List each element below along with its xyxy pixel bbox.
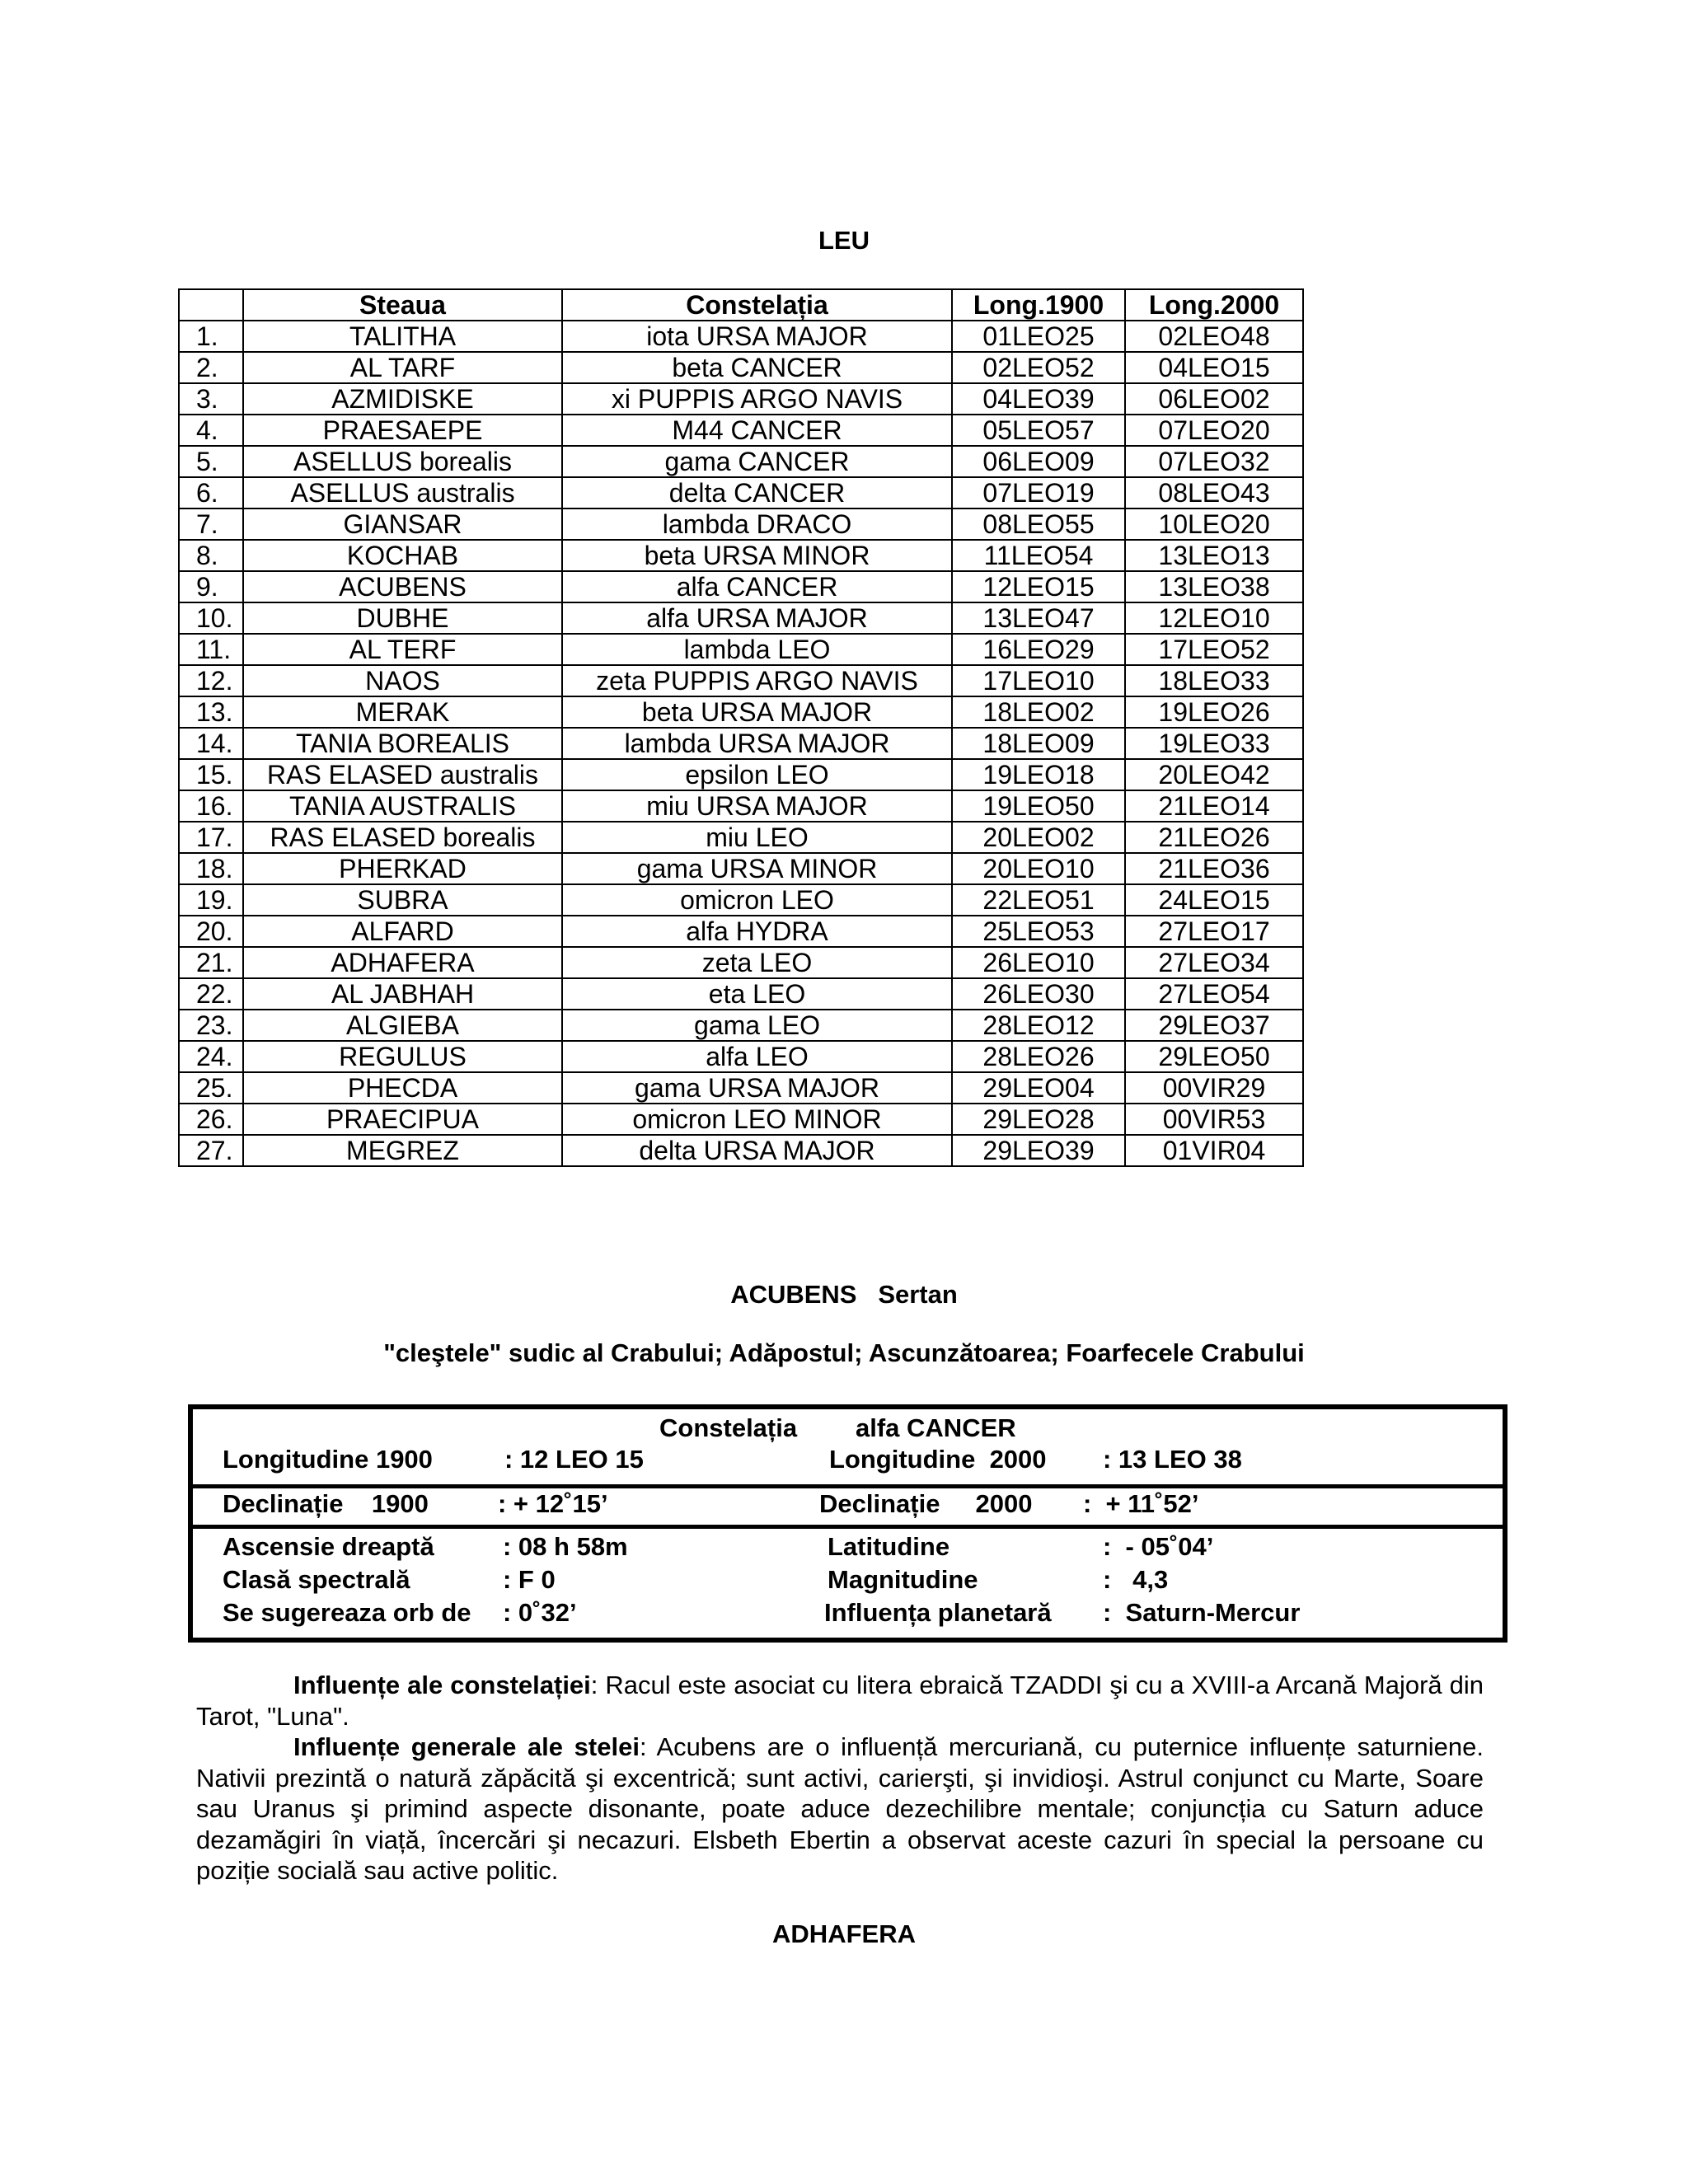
longitude-1900: 18LEO09: [952, 728, 1125, 759]
longitude-1900: 17LEO10: [952, 665, 1125, 696]
star-name: RAS ELASED borealis: [243, 822, 562, 853]
row-number: 10.: [179, 602, 243, 634]
longitude-1900: 01LEO25: [952, 321, 1125, 352]
constellation: zeta LEO: [562, 947, 952, 978]
longitude-2000: 04LEO15: [1125, 352, 1303, 383]
longitude-2000: 00VIR53: [1125, 1104, 1303, 1135]
longitude-1900: 08LEO55: [952, 509, 1125, 540]
planetary-influence-value: : Saturn-Mercur: [1103, 1598, 1301, 1627]
row-number: 4.: [179, 415, 243, 446]
longitude-1900: 11LEO54: [952, 540, 1125, 571]
table-row: [179, 728, 1303, 759]
constellation: omicron LEO MINOR: [562, 1104, 952, 1135]
star-name: DUBHE: [243, 602, 562, 634]
longitude-1900: 16LEO29: [952, 634, 1125, 665]
row-number: 8.: [179, 540, 243, 571]
longitude-1900: 28LEO12: [952, 1010, 1125, 1041]
longitude-1900: 12LEO15: [952, 571, 1125, 602]
table-row: [179, 540, 1303, 571]
constellation: lambda LEO: [562, 634, 952, 665]
constellation: iota URSA MAJOR: [562, 321, 952, 352]
declination-2000-label: Declinație 2000: [819, 1489, 1033, 1518]
declination-1900-label: Declinație 1900: [223, 1489, 429, 1518]
latitude-label: Latitudine: [828, 1532, 950, 1561]
longitude-1900: 25LEO53: [952, 916, 1125, 947]
right-ascension-value: : 08 h 58m: [503, 1532, 628, 1561]
longitude-1900-label: Longitudine 1900: [223, 1445, 433, 1474]
star-name: MERAK: [243, 696, 562, 728]
constellation: zeta PUPPIS ARGO NAVIS: [562, 665, 952, 696]
planetary-influence-label: Influența planetară: [824, 1598, 1052, 1627]
table-row: [179, 415, 1303, 446]
star-name: SUBRA: [243, 884, 562, 916]
longitude-1900: 18LEO02: [952, 696, 1125, 728]
orb-label: Se sugereaza orb de: [223, 1598, 471, 1627]
longitude-2000: 06LEO02: [1125, 383, 1303, 415]
row-number: 16.: [179, 790, 243, 822]
longitude-2000: 29LEO37: [1125, 1010, 1303, 1041]
right-ascension-label: Ascensie dreaptă: [223, 1532, 434, 1561]
row-number: 5.: [179, 446, 243, 477]
table-row: [179, 696, 1303, 728]
longitude-2000: 13LEO13: [1125, 540, 1303, 571]
star-name: PRAESAEPE: [243, 415, 562, 446]
constellation: delta CANCER: [562, 477, 952, 509]
star-name: KOCHAB: [243, 540, 562, 571]
longitude-2000: 01VIR04: [1125, 1135, 1303, 1166]
longitude-2000-value: : 13 LEO 38: [1103, 1445, 1242, 1474]
header-number: [179, 289, 243, 321]
longitude-2000: 27LEO34: [1125, 947, 1303, 978]
next-star-title: ADHAFERA: [772, 1919, 916, 1948]
table-row: [179, 853, 1303, 884]
constellation: alfa CANCER: [562, 571, 952, 602]
row-number: 15.: [179, 759, 243, 790]
info-divider: [193, 1525, 1503, 1529]
star-influence-text: : Acubens are o influență mercuriană, cu puternice influențe saturniene. Nativii prezintă o natură zăpăcită şi excentrică; sunt activi, carierşti, şi invidioşi. Astrul conjunct cu Marte, Soare sau Uranus şi primind aspecte disonante, poate aduce dezechilibre mentale; conjuncția cu Saturn aduce dezamăgiri în viață, încercări şi necazuri. Elsbeth Ebertin a observat aceste cazuri în special la persoane cu poziție socială sau active politic.: [196, 1732, 1484, 1885]
longitude-2000: 19LEO26: [1125, 696, 1303, 728]
constellation: miu LEO: [562, 822, 952, 853]
table-row: [179, 1010, 1303, 1041]
longitude-2000: 18LEO33: [1125, 665, 1303, 696]
orb-value: : 0˚32ʼ: [503, 1598, 577, 1627]
info-divider: [193, 1484, 1503, 1488]
row-number: 1.: [179, 321, 243, 352]
constellation: lambda URSA MAJOR: [562, 728, 952, 759]
constellation: gama URSA MAJOR: [562, 1072, 952, 1104]
longitude-2000: 12LEO10: [1125, 602, 1303, 634]
star-name: ADHAFERA: [243, 947, 562, 978]
row-number: 3.: [179, 383, 243, 415]
longitude-1900: 26LEO10: [952, 947, 1125, 978]
longitude-2000: 27LEO17: [1125, 916, 1303, 947]
constellation: omicron LEO: [562, 884, 952, 916]
constellation-label: Constelația: [659, 1413, 798, 1442]
constellation: alfa LEO: [562, 1041, 952, 1072]
row-number: 20.: [179, 916, 243, 947]
magnitude-label: Magnitudine: [828, 1565, 978, 1594]
longitude-2000: 02LEO48: [1125, 321, 1303, 352]
row-number: 27.: [179, 1135, 243, 1166]
constellation: beta URSA MINOR: [562, 540, 952, 571]
star-influence-heading: Influențe generale ale stelei: [293, 1732, 640, 1761]
table-row: [179, 634, 1303, 665]
constellation: beta URSA MAJOR: [562, 696, 952, 728]
longitude-2000: 07LEO20: [1125, 415, 1303, 446]
row-number: 12.: [179, 665, 243, 696]
row-number: 11.: [179, 634, 243, 665]
longitude-1900: 29LEO39: [952, 1135, 1125, 1166]
star-name: AL TERF: [243, 634, 562, 665]
table-row: [179, 1104, 1303, 1135]
longitude-1900-value: : 12 LEO 15: [504, 1445, 644, 1474]
longitude-1900: 06LEO09: [952, 446, 1125, 477]
row-number: 13.: [179, 696, 243, 728]
row-number: 2.: [179, 352, 243, 383]
star-name: PHECDA: [243, 1072, 562, 1104]
table-row: [179, 383, 1303, 415]
star-name: PRAECIPUA: [243, 1104, 562, 1135]
row-number: 24.: [179, 1041, 243, 1072]
constellation-influence-text: : Racul este asociat cu litera ebraică TZADDI şi cu a XVIII-a Arcană Majoră din Tarot, "Luna".: [196, 1671, 1484, 1731]
table-row: [179, 665, 1303, 696]
longitude-2000: 21LEO26: [1125, 822, 1303, 853]
constellation: gama URSA MINOR: [562, 853, 952, 884]
table-row: [179, 509, 1303, 540]
star-name: TANIA AUSTRALIS: [243, 790, 562, 822]
row-number: 9.: [179, 571, 243, 602]
table-row: [179, 571, 1303, 602]
star-name: ALFARD: [243, 916, 562, 947]
longitude-2000-label: Longitudine 2000: [829, 1445, 1047, 1474]
spectral-class-label: Clasă spectrală: [223, 1565, 410, 1594]
header-long-1900: Long.1900: [952, 289, 1125, 321]
table-row: [179, 1041, 1303, 1072]
table-row: [179, 916, 1303, 947]
longitude-1900: 07LEO19: [952, 477, 1125, 509]
table-row: [179, 884, 1303, 916]
row-number: 25.: [179, 1072, 243, 1104]
header-constellation: Constelația: [562, 289, 952, 321]
constellation: gama LEO: [562, 1010, 952, 1041]
star-name: AZMIDISKE: [243, 383, 562, 415]
star-name: GIANSAR: [243, 509, 562, 540]
row-number: 14.: [179, 728, 243, 759]
longitude-1900: 29LEO28: [952, 1104, 1125, 1135]
star-name: ASELLUS australis: [243, 477, 562, 509]
table-row: [179, 1135, 1303, 1166]
table-row: [179, 790, 1303, 822]
constellation-influence-paragraph: [196, 1670, 1484, 1732]
longitude-2000: 20LEO42: [1125, 759, 1303, 790]
star-name: PHERKAD: [243, 853, 562, 884]
spectral-class-value: : F 0: [503, 1565, 556, 1594]
header-long-2000: Long.2000: [1125, 289, 1303, 321]
longitude-1900: 26LEO30: [952, 978, 1125, 1010]
magnitude-value: : 4,3: [1103, 1565, 1169, 1594]
constellation-influence-heading: Influențe ale constelației: [293, 1671, 591, 1699]
longitude-1900: 19LEO18: [952, 759, 1125, 790]
star-name: MEGREZ: [243, 1135, 562, 1166]
fixed-stars-table: [178, 288, 1304, 1167]
longitude-2000: 08LEO43: [1125, 477, 1303, 509]
row-number: 23.: [179, 1010, 243, 1041]
constellation: miu URSA MAJOR: [562, 790, 952, 822]
table-body: [179, 321, 1303, 1166]
star-influence-paragraph: [196, 1732, 1484, 1886]
star-name: ACUBENS: [243, 571, 562, 602]
constellation: xi PUPPIS ARGO NAVIS: [562, 383, 952, 415]
star-name: RAS ELASED australis: [243, 759, 562, 790]
star-name: ASELLUS borealis: [243, 446, 562, 477]
table-row: [179, 321, 1303, 352]
longitude-1900: 05LEO57: [952, 415, 1125, 446]
constellation-value: alfa CANCER: [856, 1413, 1016, 1442]
star-name: REGULUS: [243, 1041, 562, 1072]
constellation: alfa HYDRA: [562, 916, 952, 947]
longitude-1900: 29LEO04: [952, 1072, 1125, 1104]
constellation: lambda DRACO: [562, 509, 952, 540]
constellation: delta URSA MAJOR: [562, 1135, 952, 1166]
row-number: 17.: [179, 822, 243, 853]
declination-1900-value: : + 12˚15ʼ: [498, 1489, 608, 1518]
longitude-2000: 19LEO33: [1125, 728, 1303, 759]
page-title: LEU: [818, 226, 870, 255]
latitude-value: : - 05˚04ʼ: [1103, 1532, 1214, 1561]
longitude-1900: 19LEO50: [952, 790, 1125, 822]
constellation: eta LEO: [562, 978, 952, 1010]
star-subtitle: "cleştele" sudic al Crabului; Adăpostul; Ascunzătoarea; Foarfecele Crabului: [383, 1338, 1305, 1367]
constellation: alfa URSA MAJOR: [562, 602, 952, 634]
longitude-2000: 10LEO20: [1125, 509, 1303, 540]
row-number: 22.: [179, 978, 243, 1010]
table-row: [179, 477, 1303, 509]
longitude-2000: 21LEO36: [1125, 853, 1303, 884]
longitude-2000: 21LEO14: [1125, 790, 1303, 822]
table-row: [179, 352, 1303, 383]
longitude-2000: 24LEO15: [1125, 884, 1303, 916]
star-name: AL TARF: [243, 352, 562, 383]
star-name: TALITHA: [243, 321, 562, 352]
longitude-2000: 07LEO32: [1125, 446, 1303, 477]
table-header-row: [179, 289, 1303, 321]
row-number: 7.: [179, 509, 243, 540]
constellation: M44 CANCER: [562, 415, 952, 446]
longitude-1900: 22LEO51: [952, 884, 1125, 916]
star-name: AL JABHAH: [243, 978, 562, 1010]
table-row: [179, 978, 1303, 1010]
constellation: beta CANCER: [562, 352, 952, 383]
table-row: [179, 1072, 1303, 1104]
longitude-1900: 02LEO52: [952, 352, 1125, 383]
row-number: 6.: [179, 477, 243, 509]
longitude-1900: 28LEO26: [952, 1041, 1125, 1072]
row-number: 26.: [179, 1104, 243, 1135]
declination-2000-value: : + 11˚52ʼ: [1083, 1489, 1199, 1518]
row-number: 18.: [179, 853, 243, 884]
longitude-2000: 00VIR29: [1125, 1072, 1303, 1104]
row-number: 21.: [179, 947, 243, 978]
table-row: [179, 446, 1303, 477]
table-row: [179, 602, 1303, 634]
longitude-1900: 20LEO10: [952, 853, 1125, 884]
longitude-1900: 20LEO02: [952, 822, 1125, 853]
row-number: 19.: [179, 884, 243, 916]
header-star: Steaua: [243, 289, 562, 321]
longitude-1900: 13LEO47: [952, 602, 1125, 634]
star-title: ACUBENS Sertan: [730, 1280, 958, 1309]
star-name: ALGIEBA: [243, 1010, 562, 1041]
constellation: epsilon LEO: [562, 759, 952, 790]
longitude-1900: 04LEO39: [952, 383, 1125, 415]
longitude-2000: 27LEO54: [1125, 978, 1303, 1010]
star-info-box: [188, 1404, 1507, 1643]
longitude-2000: 13LEO38: [1125, 571, 1303, 602]
constellation: gama CANCER: [562, 446, 952, 477]
longitude-2000: 29LEO50: [1125, 1041, 1303, 1072]
table-row: [179, 822, 1303, 853]
table-row: [179, 759, 1303, 790]
star-name: NAOS: [243, 665, 562, 696]
star-name: TANIA BOREALIS: [243, 728, 562, 759]
table-row: [179, 947, 1303, 978]
longitude-2000: 17LEO52: [1125, 634, 1303, 665]
